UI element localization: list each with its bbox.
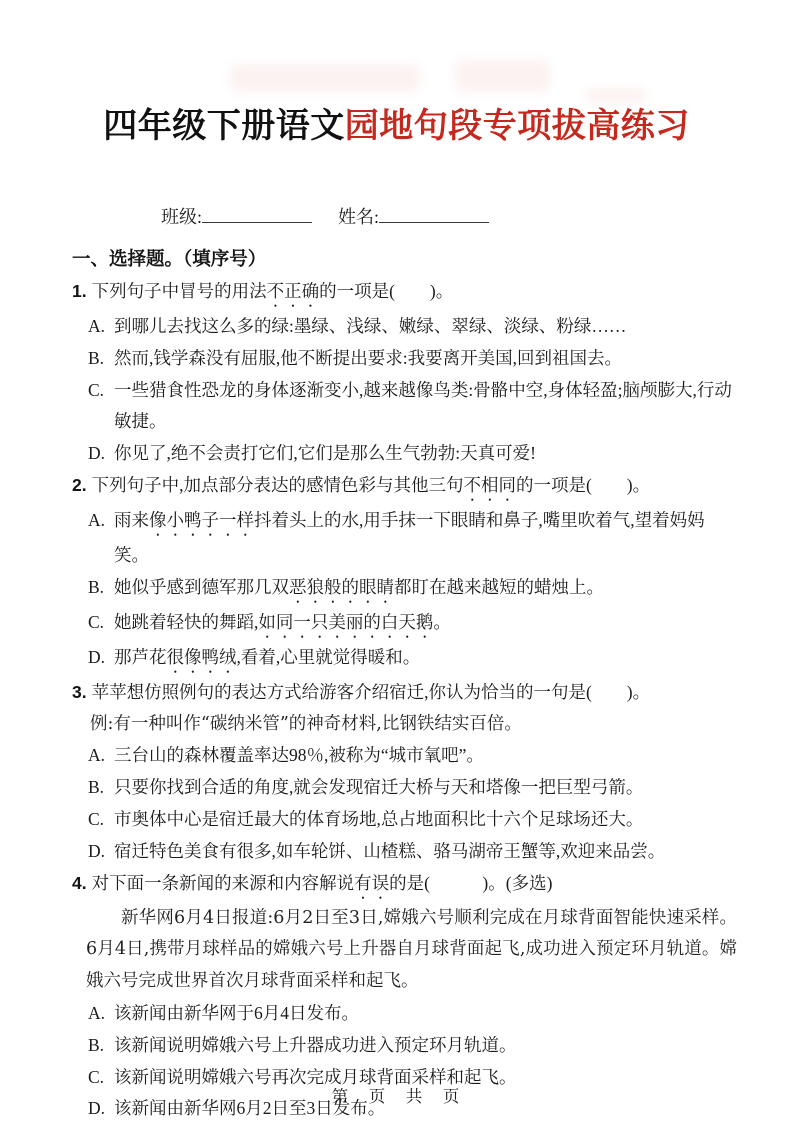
option-row — [72, 998, 737, 1030]
option-label: D. — [88, 443, 106, 464]
emphasized-text: 不相同 — [463, 474, 516, 495]
question-number: 2. — [72, 474, 87, 495]
name-label: 姓名: — [338, 207, 380, 227]
option-row — [72, 505, 737, 572]
emphasized-text: 恶狼般的眼睛 — [289, 576, 394, 597]
text-segment: 那芦花 — [114, 646, 167, 667]
question-number: 1. — [72, 281, 87, 301]
news-paragraph: 新华网6月4日报道:6月2日至3日,嫦娥六号顺利完成在月球背面智能快速采样。6月4日,携带月球样品的嫦娥六号上升器自月球背面起飞,成功进入预定环月轨道。嫦娥六号完成世界首次月球背面采样和起飞。 — [86, 907, 737, 992]
option-label: D. — [88, 1098, 106, 1119]
option-row — [72, 311, 737, 343]
class-label: 班级: — [161, 207, 203, 227]
option-row — [72, 804, 737, 836]
question-number: 4. — [72, 872, 87, 893]
example-sentence: 例:有一种叫作“碳纳米管”的神奇材料,比钢铁结实百倍。 — [90, 713, 522, 734]
watermark-smudge — [455, 60, 550, 92]
text-segment: ,看着,心里就觉得暖和。 — [236, 646, 421, 667]
option-row — [72, 375, 737, 439]
text-segment: 只要你找到合适的角度,就会发现宿迁大桥与天和塔像一把巨型弓箭。 — [114, 777, 644, 798]
option-row — [72, 740, 737, 772]
text-segment: 的一项是( )。 — [319, 281, 454, 301]
text-segment: 她跳着轻快的舞蹈, — [114, 611, 259, 632]
question-stem — [72, 470, 737, 505]
option-label: A. — [88, 1002, 106, 1023]
text-segment: 。 — [433, 611, 451, 632]
text-segment: 的是( )。(多选) — [389, 872, 553, 893]
option-label: B. — [88, 777, 105, 798]
watermark-smudge — [585, 88, 647, 103]
option-label: B. — [88, 347, 105, 368]
page-footer: 第 页 共 页 — [331, 1088, 462, 1106]
option-row — [72, 572, 737, 607]
option-label: A. — [88, 316, 106, 336]
name-field-blank[interactable] — [379, 204, 489, 223]
question-stem — [72, 868, 737, 903]
question-number: 3. — [72, 681, 87, 702]
text-segment: 雨来 — [114, 509, 149, 530]
option-label: B. — [88, 1034, 105, 1055]
page-title-prefix: 四年级下册语文 — [103, 107, 345, 145]
text-segment: 市奥体中心是宿迁最大的体育场地,总占地面积比十六个足球场还大。 — [114, 808, 644, 829]
text-segment: 该新闻由新华网于6月4日发布。 — [114, 1002, 359, 1023]
question-stem — [72, 276, 737, 311]
option-label: A. — [88, 509, 106, 530]
option-label: D. — [88, 646, 106, 667]
option-row — [72, 772, 737, 804]
text-segment: 下列句子中,加点部分表达的感情色彩与其他三句 — [91, 474, 464, 495]
option-row — [72, 438, 737, 470]
option-row — [72, 607, 737, 642]
option-label: A. — [88, 745, 106, 766]
text-segment: 三台山的森林覆盖率达98％,被称为“城市氧吧”。 — [114, 745, 484, 766]
text-segment: 抖着头上的水,用手抹一下眼睛和鼻子,嘴里吹着气,望着妈妈笑。 — [114, 509, 705, 565]
emphasized-text: 很像鸭绒 — [166, 646, 237, 667]
page-title — [0, 104, 793, 148]
text-segment: 的一项是( )。 — [515, 474, 651, 495]
text-segment: 该新闻说明嫦娥六号上升器成功进入预定环月轨道。 — [114, 1034, 517, 1055]
option-label: C. — [88, 808, 105, 829]
option-label: D. — [88, 840, 106, 861]
text-segment: 到哪儿去找这么多的绿:墨绿、浅绿、嫩绿、翠绿、淡绿、粉绿…… — [114, 316, 627, 336]
student-info-row — [0, 204, 793, 229]
option-label: C. — [88, 1066, 105, 1087]
text-segment: 宿迁特色美食有很多,如车轮饼、山楂糕、骆马湖帝王蟹等,欢迎来品尝。 — [114, 840, 666, 861]
text-segment: 对下面一条新闻的来源和内容解说 — [91, 872, 355, 893]
question-block — [72, 677, 737, 868]
text-segment: 该新闻说明嫦娥六号再次完成月球背面采样和起飞。 — [114, 1066, 517, 1087]
text-segment: 该新闻由新华网6月2日至3日发布。 — [114, 1098, 386, 1119]
option-row — [72, 642, 737, 677]
emphasized-text: 像小鸭子一样 — [149, 509, 254, 530]
option-row — [72, 836, 737, 868]
emphasized-text: 如同一只美丽的白天鹅 — [258, 611, 434, 632]
question-block — [72, 470, 737, 677]
question-stem — [72, 677, 737, 709]
text-segment: 她似乎感到德军那几双 — [114, 576, 289, 597]
question-block — [72, 276, 737, 470]
page-title-highlight: 园地句段专项拔高练习 — [344, 107, 690, 145]
text-segment: 苹苹想仿照例句的表达方式给游客介绍宿迁,你认为恰当的一句是( )。 — [91, 681, 651, 702]
option-row — [72, 1030, 737, 1062]
section-heading: 一、选择题。（填序号） — [72, 248, 267, 269]
option-label: C. — [88, 379, 105, 400]
watermark-smudge — [230, 64, 420, 92]
emphasized-text: 不正确 — [266, 281, 320, 301]
text-segment: 都盯在越来越短的蜡烛上。 — [394, 576, 604, 597]
text-segment: 一些猎食性恐龙的身体逐渐变小,越来越像鸟类:骨骼中空,身体轻盈;脑颅膨大,行动敏捷。 — [114, 379, 732, 432]
class-field-blank[interactable] — [202, 204, 312, 223]
text-segment: 然而,钱学森没有屈服,他不断提出要求:我要离开美国,回到祖国去。 — [114, 347, 622, 368]
text-segment: 下列句子中冒号的用法 — [91, 281, 267, 301]
question-list — [0, 274, 793, 1122]
emphasized-text: 有误 — [354, 872, 390, 893]
text-segment: 你见了,绝不会责打它们,它们是那么生气勃勃:天真可爱! — [114, 443, 536, 464]
option-row — [72, 343, 737, 375]
option-label: C. — [88, 611, 105, 632]
option-label: B. — [88, 576, 105, 597]
